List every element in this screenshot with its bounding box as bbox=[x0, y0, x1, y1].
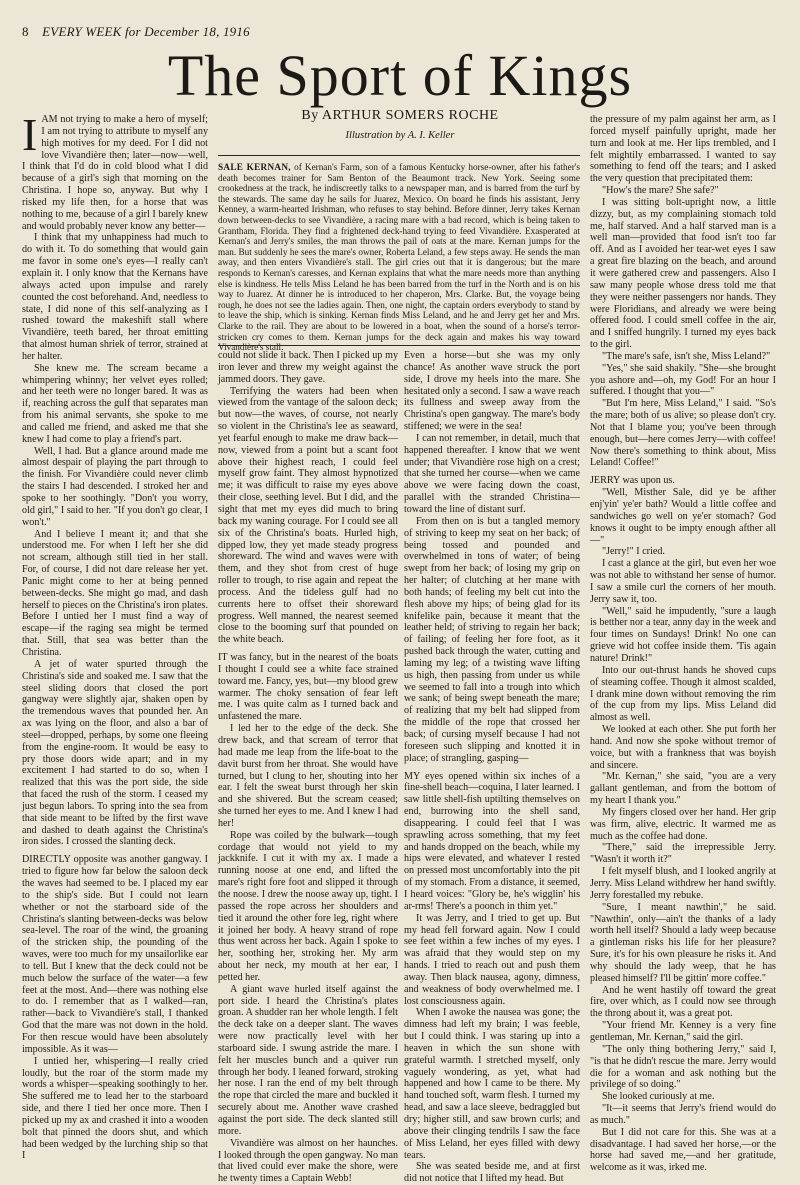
paragraph: "But I'm here, Miss Leland," I said. "So's the mare; both of us alive; so please don't cry. Not that I blame you; you've been through enough, but—here comes Jerry—with coffee! Now there's something to think about, Miss Leland! Coffee!" bbox=[590, 398, 776, 469]
column-2 bbox=[218, 350, 398, 1185]
paragraph: JERRY was upon us. bbox=[590, 475, 675, 487]
paragraph: A jet of water spurted through the Christina's side and soaked me. I saw that the steel sliding doors that closed the port gangway were slightly ajar, shaken open by the tremendous waves that pounded her. An ax was lying on the floor, and also a bar of steel—dropped, perhaps, by some one fleeing from the engine-room. It would be easy to pry those doors wide apart; and in my excitement I had started to do so, when I realized that this was the port side, the side that faced the rush of the storm. I ceased my just begun labors. To spring into the sea from that side meant to be lifted by the first wave and dashed to death against the Christina's iron sides. I crossed the slanting deck. bbox=[22, 658, 208, 848]
paragraph: DIRECTLY opposite was another gangway. I tried to figure how far below the saloon deck the waves had seemed to be. I placed my ear to the ship's side. But I could not learn whether or not the starboard side of the Christina's slanting between-decks was below sea-level. The roar of the wind, the groaning of the stricken ship, the pounding of the waves, were too much for my unsailorlike ear to tell. But I knew that the deck could not be much below the surface of the water—a few feet at the most. And—there was nothing else to do. I remember that as I walked—ran, rather—back to Vivandière's stall, I thanked God that the mare was not down in the hold. For then rescue would have been absolutely impossible. As it was— bbox=[22, 854, 208, 1055]
paragraph: "Well," said he impudently, "sure a laugh is betther nor a tear, anny day in the week and four times on Sundays! Drink! No one can grieve wid hot coffee inside them. 'Tis again nature! Drink!" bbox=[590, 605, 776, 664]
paragraph: We looked at each other. She put forth her hand. And now she spoke without tremor of voice, but with a frankness that was boyish and sincere. bbox=[590, 724, 776, 771]
paragraph: I think that my unhappiness had much to do with it. To do something that would gain me favor in some one's eyes—I really can't explain it. I only know that the Kernans have always acted upon impulse and rarely counted the cost beforehand. And, needless to state, I did none of this self-analyzing as I rushed toward the makeshift stall where Vivandière, teeth bared, her throat emitting that almost human shriek of terror, strained at her halter. bbox=[22, 232, 208, 362]
paragraph: "There," said the irrepressible Jerry. "Wasn't it worth it?" bbox=[590, 842, 776, 866]
paragraph: I cast a glance at the girl, but even her woe was not able to withstand her sense of humor. I saw a smile curl the corners of her mouth. Jerry saw it, too. bbox=[590, 558, 776, 605]
paragraph: I felt myself blush, and I looked angrily at Jerry. Miss Leland withdrew her hand swiftly. Jerry forestalled my rebuke. bbox=[590, 866, 776, 901]
paragraph: "Your friend Mr. Kenney is a very fine gentleman, Mr. Kernan," said the girl. bbox=[590, 1020, 776, 1043]
paragraph: And I believe I meant it; and that she understood me. For when I left her she did not scream, although still tied in her stall. For, of course, I did not dare release her yet. Panic might come to her at being penned between-decks. She might go mad, and dash herself to pieces on the Christina's iron plates. Before I untied her I must find a way of escape—if the raging sea might be termed that. Still, that sea was better than the Christina. bbox=[22, 528, 208, 658]
paragraph: She was seated beside me, and at first did not notice that I lifted my head. But bbox=[404, 1161, 580, 1185]
synopsis-text: of Kernan's Farm, son of a famous Kentucky horse-owner, after his father's death becomes trainer for Sam Benton of the Beaumont track. New York. Seeing some crookedness at the track, he indiscreetly talks to a newspaper man, and is barred from the turf by the stewards. The same day he sails for Juarez, Mexico. On board he finds his assistant, Jerry Kenney, a warm-hearted Irishman, who refuses to stay behind. Before dinner, Jerry takes Kernan down between-decks to see Vivandière, a racing mare with a bad record, which is being taken to Grantham, Florida. They find a frightened deck-hand trying to feed Vivandière. Exasperated at Kernan's and Jerry's smiles, the man throws the pail of oats at the mare. Kernan jumps for the man. But suddenly he sees the mare's owner, Roberta Leland, a few steps away. He sends the man away, and then enters Vivandière's stall. The girl cries out that it is dangerous; but the mare responds to Kernan's caresses, and Kernan explains that what the mare needs more than anything else is kindness. He tells Miss Leland he has been barred from the turf in the North and is on his way to Juarez. At dinner he is introduced to her chaperon, Mrs. Clarke. But, the voyage being rough, he does not see the ladies again. Then, one night, the captain orders everybody to stand by to leave the ship, which is sinking. Kernan finds Miss Leland, and he and Jerry get her and Mrs. Clarke to the rail. They are about to be lowered in a boat, when the sound of a horse's terror-stricken cry comes to them. Kernan jumps for the deck again and makes his way toward Vivandière's stall. bbox=[218, 162, 581, 353]
paragraph: I was sitting bolt-upright now, a little dizzy, but, as my complaining stomach told me, half starved. And a half starved man is a well man—provided that food isn't too far off. And as I avoided her tear-wet eyes I saw a great fire blazing on the beach, and around it were gathered crew and passengers. Also I saw many people whose dress told me that they were neither passengers nor hands. They were Floridians, and already we were being offered food. I could smell coffee in the air, and I sniffed hungrily. I turned my eyes back to the girl. bbox=[590, 196, 776, 351]
paragraph: I led her to the edge of the deck. She drew back, and that scream of terror that had made me leap from the life-boat to the davit burst from her throat. She would have turned, but I clung to her, shouting into her ear. I felt the sweat burst through her skin and she shivered. But the scream ceased; she turned her eyes to me. And I knew I had her! bbox=[218, 723, 398, 829]
synopsis-bottom-rule bbox=[218, 345, 580, 346]
paragraph: "The mare's safe, isn't she, Miss Leland?" bbox=[602, 350, 771, 362]
drop-cap: I bbox=[22, 109, 38, 160]
paragraph: "Jerry!" I cried. bbox=[602, 546, 665, 558]
paragraph: IAM not trying to make a hero of myself; I am not trying to attribute to myself any high motives for my deed. For I did not love Vivandière then; later—now—well, I think that I'd do in cold blood what I did because of a girl's sigh that morning on the Christina. I hope so, anyway. But why I risked my life then, for a horse that was nothing to me, because of a girl I barely knew and would probably never know any better— bbox=[22, 109, 208, 232]
paragraph: My fingers closed over her hand. Her grip was firm, alive, electric. It warmed me as much as the coffee had done. bbox=[590, 806, 776, 842]
paragraph: "It—it seems that Jerry's friend would do as much." bbox=[590, 1103, 776, 1126]
paragraph: I can not remember, in detail, much that happened thereafter. I know that we went under; that Vivandière rose high on a crest; that she turned her course—when we came above we were facing down the coast, parallel with the stranded Christina—toward the line of distant surf. bbox=[404, 432, 580, 515]
running-title: EVERY WEEK for December 18, 1916 bbox=[42, 24, 250, 39]
paragraph: She looked curiously at me. bbox=[602, 1091, 715, 1103]
paragraph: Rope was coiled by the bulwark—tough cordage that would not yield to my jackknife. I cut it with my ax. I made a running noose at one end, and lifted the mare's right fore foot and slipped it through the noose. I drew the noose away up, tight. I passed the rope across her shoulders and tied it around the other fore leg, right where it joined her body. A heavy strand of rope thus went across her back. Again I spoke to her, soothing her, stroking her. My arm about her neck, my mouth at her ear, I petted her. bbox=[218, 829, 398, 983]
paragraph: IT was fancy, but in the nearest of the boats I thought I could see a white face strained toward me. Fancy, yes, but—my blood grew warmer. The choky sensation of fear left me. I was quite calm as I turned back and unfastened the mare. bbox=[218, 652, 398, 723]
running-header bbox=[22, 24, 782, 40]
paragraph: Vivandière was almost on her haunches. I looked through the open gangway. No man that lived could ever make the shore, were he twenty times a Captain Webb! bbox=[218, 1137, 398, 1185]
synopsis-top-rule bbox=[218, 155, 580, 156]
paragraph: But I did not care for this. She was at a disadvantage. I had saved her horse,—or the horse had saved me,—and her gratitude, welcome as it was, irked me. bbox=[590, 1126, 776, 1174]
paragraph: I untied her, whispering—I really cried loudly, but the roar of the storm made my words a whisper—speaking soothingly to her. She suffered me to lead her to the starboard side, and there I tied her once more. Then I picked up my ax and crashed it into a wooden bolt that pinned the doors shut, and which had been wedged by the lurching ship so that I bbox=[22, 1055, 208, 1162]
paragraph: A giant wave hurled itself against the port side. I heard the Christina's plates groan. A shudder ran her whole length. I felt the deck take on a deeper slant. The waves were now practically level with her starboard side. I swung astride the mare. I felt her muscles bunch and a quiver run through her body. I leaned forward, stroking her nose. I ran the end of my belt through the rope that circled the mare and buckled it securely about me. Another wave crashed against the port side. The deck slanted still more. bbox=[218, 983, 398, 1137]
paragraph: Well, I had. But a glance around made me almost despair of playing the part through to the finish. For Vivandière could never climb the stairs I had descended. I stroked her and spoke to her soothingly. "Don't you worry, old girl," I said to her. "If you don't go clear, I won't." bbox=[22, 445, 208, 528]
paragraph: "Sure, I meant nawthin'," he said. "Nawthin', only—ain't the thanks of a lady worth hell itself? Should a lady weep because a gintleman risks his life for her pleasure? Sure, it's for his own pleasure he risks it. And why should the lady weep, that he has pleased himself? I'll be gittin' more coffee." bbox=[590, 901, 776, 984]
paragraph: When I awoke the nausea was gone; the dimness had left my brain; I was feeble, but I could think. I was staring up into a heaven in which the sun shone with grateful warmth. I stretched myself, only vaguely wondering, as yet, what had happened and how I came to be there. My hand touched soft, warm flesh. I turned my head, and saw a lace sleeve, bedraggled but dry; higher still, and saw brown curls; and above their clinging tendrils I saw the face of Miss Leland, her eyes filled with dewy tears. bbox=[404, 1007, 580, 1161]
column-1 bbox=[22, 109, 208, 1162]
page-number: 8 bbox=[22, 24, 29, 39]
article-title: The Sport of Kings bbox=[167, 43, 633, 108]
paragraph: From then on is but a tangled memory of striving to keep my seat on her back; of being tossed and pounded and overwhelmed in tons of water; of being swept from her back; of losing my grip on her halter; of clutching at her mane with both hands; of feeling my belt cut into the flesh above my hips; of being glad for its knifelike pain, because it meant that the leather held; of striving to regain her back; of failing; of feeling her fore foot, as it pushed back through the water, cutting and laming my leg; of a twisting wave lifting us high, then passing from under us while we seemed to fall into a trough into which we sank; of being swept beneath the mare; of realizing that my belt had slipped from the middle of the rope that crossed her back; of cursing myself because I had not foreseen such slipping and knotted it in place; of strangling, gasping— bbox=[404, 515, 580, 764]
synopsis-lead: SALE KERNAN, bbox=[218, 162, 291, 172]
article-byline: By ARTHUR SOMERS ROCHE bbox=[301, 108, 499, 123]
paragraph: And he went hastily off toward the great fire, over which, as I could now see through the throng about it, was a great pot. bbox=[590, 984, 776, 1020]
illustration-credit: Illustration by A. I. Keller bbox=[345, 130, 455, 141]
paragraph: "Mr. Kernan," she said, "you are a very gallant gentleman, and from the bottom of my heart I thank you." bbox=[590, 771, 776, 807]
paragraph: "Well, Misther Sale, did ye be afther enj'yin' ye'er bath? Would a little coffee and sandwiches go well on ye'er stomach? God knows it ought to be impty enough afther all—" bbox=[590, 487, 776, 546]
paragraph: "Yes," she said shakily. "She—she brought you ashore and—oh, my God! For an hour I suffered. I thought that you—" bbox=[590, 362, 776, 398]
paragraph: It was Jerry, and I tried to get up. But my head fell forward again. Now I could see feet within a few inches of my eyes. I was afraid that they would step on my hands. I tried to reach out and push them away. Then black nausea, agony, dimness, and weakness of body overwhelmed me. I lost consciousness again. bbox=[404, 912, 580, 1007]
paragraph: "How's the mare? She safe?" bbox=[602, 185, 719, 197]
column-4 bbox=[590, 114, 776, 1174]
column-3 bbox=[404, 350, 580, 1185]
paragraph: She knew me. The scream became a whimpering whinny; her velvet eyes rolled; and her teeth were no longer bared. It was as if, reaching across the gulf that separates man from his animal servants, she spoke to me and called me friend, and asked me that she knew I had come to play a friend's part. bbox=[22, 362, 208, 445]
paragraph: Terrifying the waters had been when viewed from the vantage of the saloon deck; but now—the waves, of course, not nearly so violent in the Christina's lee as seaward, yet fearful enough to make me draw back—now, viewed from a point but a scant foot above their highest reach, I could feel myself grow faint. They almost hypnotized me; it was difficult to raise my eyes above their close, seething level. But I did, and the sight that met my eyes did much to bring back my waning courage. For I could see all six of the Christina's boats. Hurled high, dipped low, they yet made steady progress shoreward. The wind and waves were with them, and they shot from crest of huge roller to trough, to rise again and repeat the process. And the tideless gulf had no currents here to offset their shoreward progress. Well manned, the nearest seemed close to the booming surf that pounded on the white beach. bbox=[218, 385, 398, 646]
paragraph: "The only thing bothering Jerry," said I, "is that he didn't rescue the mare. Jerry would die for a woman and ask nothing but the privilege of so doing." bbox=[590, 1043, 776, 1091]
paragraph: Into our out-thrust hands he shoved cups of steaming coffee. Though it almost scalded, I drank mine down without removing the rim of the cup from my lips. Miss Leland did almost as well. bbox=[590, 664, 776, 724]
paragraph: the pressure of my palm against her arm, as I forced myself painfully upright, made her turn and look at me. Her lips trembled, and I felt mightily embarrassed. I wanted to say something to fend off the tears; and I asked the very question that precipitated them: bbox=[590, 114, 776, 185]
paragraph: could not slide it back. Then I picked up my iron lever and threw my weight against the jammed doors. They gave. bbox=[218, 350, 398, 385]
synopsis-box bbox=[218, 162, 581, 353]
paragraph: Even a horse—but she was my only chance! As another wave struck the port side, I drove my heels into the mare. She hesitated only a second. I saw a wave reach its fullness and sweep away from the Christina's open gangway. The mare's body stiffened; we were in the sea! bbox=[404, 350, 580, 433]
paragraph: MY eyes opened within six inches of a fine-shell beach—coquina, I later learned. I saw little shell-fish uptilting themselves on end, burrowing into the shell sand, disappearing. I could feel that I was sprawling across something, that my feet and hands dropped on the beach, while my hips were elevated, and whatever I rested on pressed most uncomfortably into the pit of my stomach. From a distance, it seemed, I heard voices: "Glory be, he's wigglin' his ar-rms! There's a poonch in thim yet." bbox=[404, 770, 580, 912]
